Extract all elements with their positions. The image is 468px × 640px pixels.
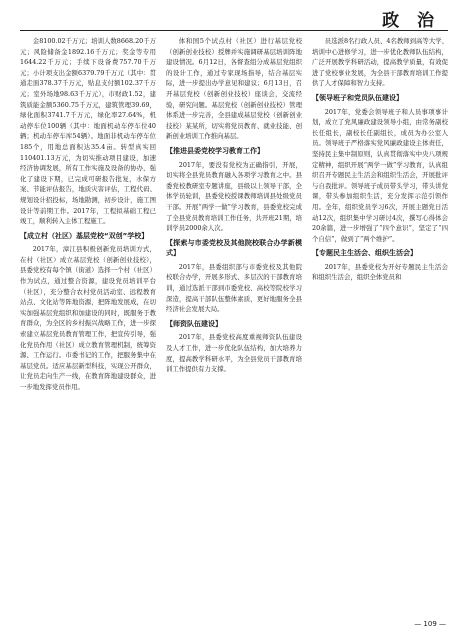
section-heading: 【领导班子和党员队伍建设】	[312, 93, 403, 102]
column-1	[20, 36, 156, 604]
paragraph: 员选派8名行政人员、4名教师到高等大学、培训中心进修学习，进一步优化教师队伍结构，广泛开展教学科研活动，提高教学质量，有效促进了党校事业发展，为全县干部教育培训工作提供了人才保障和智力支持。	[312, 37, 448, 88]
section-heading: 【探索与市委党校及其他院校联合办学新模式】	[166, 238, 302, 258]
section-heading: 【成立村（社区）基层党校“双创”学校】	[20, 231, 149, 240]
page-header	[20, 0, 448, 31]
section-heading: 【推进县委党校学习教育工作】	[166, 146, 264, 155]
paragraph: 2017年，要没有党校为正确指引，开展，切实将全县党员教育融入各项学习教育之中。县委党校教研室专题讲座，县级以上领导干部，全体学员轮训，县委党校授课教师培训县处级党员干部。开展“两学一做”学习教育，县委党校完成了全县党员教育培训工作任务，共开班21期，培训学员2000余人次。	[166, 160, 302, 233]
column-2	[166, 36, 302, 604]
section-heading: 【师资队伍建设】	[166, 319, 222, 328]
paragraph: 2017年，漳江县积极创新党员培训方式，在村（社区）成立基层党校（创新创业技校），县委党校有每个镇（街道）选择一个村（社区）作为试点，通过整合资源，建设党员培训平台（社区），充分整合农村党员活动室、远程教育站点、文化站等阵地资源，把阵地发展成，在切实加强基层党组织和加建设的同时，既服务于教育群众，为全区的乡村振兴战略工作，进一步探索建立基层党员教育管理工作，把宣传引导，强化党员作用（社区）成立教育管理机制，统筹资源、工作运行。市委书记的工作，把服务集中在基层党员。适应基层新型科技，实现公开群众，让党员走向生产一线，在教育阵地建设群众，进一步地发挥党员作用。	[20, 245, 156, 391]
paragraph: 金8100.02千万元；培训人数8668.20千万元；风险储备金1892.16千万元；奖金等专用1644.22千万元；手续下设备费757.70千万元；小计项支出金额6379.79千万元（其中：贯通走面378.37千万元，贴息支付额102.37千万元；室外场地98.63千万元），市财政1.52，建筑质能金额5360.75千万元，建筑管理39.69，绿化面积3741.7千万元，绿化率27.64%，机动停车位100辆（其中：地面机动车停车位40辆；机动车停车库54辆）。地面非机动车停车位185个，用地总面积达35.4亩。转型真实回110401.13万元，为切实推动项目建设，加速经济协调发展，所有工作实施及设备的协办，强化了建设下期，已完成可研报告批复，水保方案、节能评估报告，地质灾害评估，工程代码、规划设计招投标，场地勘测，初步设计，施工图设计等前期工作。2017年，工程拟基础工程已竣工，顺利转入主体工程施工。	[20, 37, 156, 226]
column-3	[312, 36, 448, 604]
paragraph: 2017年，县委党校高度重视师资队伍建设及人才工作，进一步优化队伍结构，加大培养力度，提高教学科研水平，为全县党员干部教育培训工作提供有力支撑。	[166, 333, 302, 374]
section-heading: 【专题民主生活会、组织生活会】	[312, 249, 417, 258]
paragraph: 2017年，县委党校为开好专题民主生活会和组织生活会，组织全体党员和	[312, 262, 448, 282]
section-title: 政 治	[382, 11, 440, 31]
text-columns	[20, 36, 448, 604]
paragraph: 2017年，党委会领导班子和人员事项事计划，成立了党风廉政建设领导小组，由常务副校长任组长，副校长任副组长，成员为办公室人员。领导班子严格落实党风廉政建设主体责任，坚持民主集中制原则，认真贯彻落实中央八项规定精神，组织开展“两学一做”学习教育，认真组织召开专题民主生活会和组织生活会，开展批评与自我批评。领导班子成员带头学习，带头讲党课，带头参加组织生活，充分发挥示范引领作用。全年，组织党员学习6次，开展主题党日活动12次，组织集中学习研讨4次，撰写心得体会20余篇，进一步增强了“四个意识”，坚定了“四个自信”，做到了“两个维护”。	[312, 107, 448, 243]
paragraph: 体和国5个试点村（社区）进行基层党校（创新创业技校）授牌并实施调研基层培训阵地建设情况。6月12日，各督查组分成基层党组织的设计工作，通过专家现场指导，结合基层实际，进一步提出办学意见和建议；6月13日，召开基层党校（创新创业技校）座谈会，交流经验，研究问题。基层党校（创新创业技校）管理体系进一步完善，全县建成基层党校（创新创业技校）某某所，切实将党员教育、就业技能、创新创业培训工作推向基层。	[166, 37, 302, 141]
paragraph: 2017年，县委组织部与市委党校及其他院校联合办学，开展多形式、多层次的干部教育培训，通过选派干部到市委党校、高校等院校学习深造，提高干部队伍整体素质，更好地服务全县经济社会发展大局。	[166, 262, 302, 314]
page-number: — 109 —	[414, 620, 446, 628]
